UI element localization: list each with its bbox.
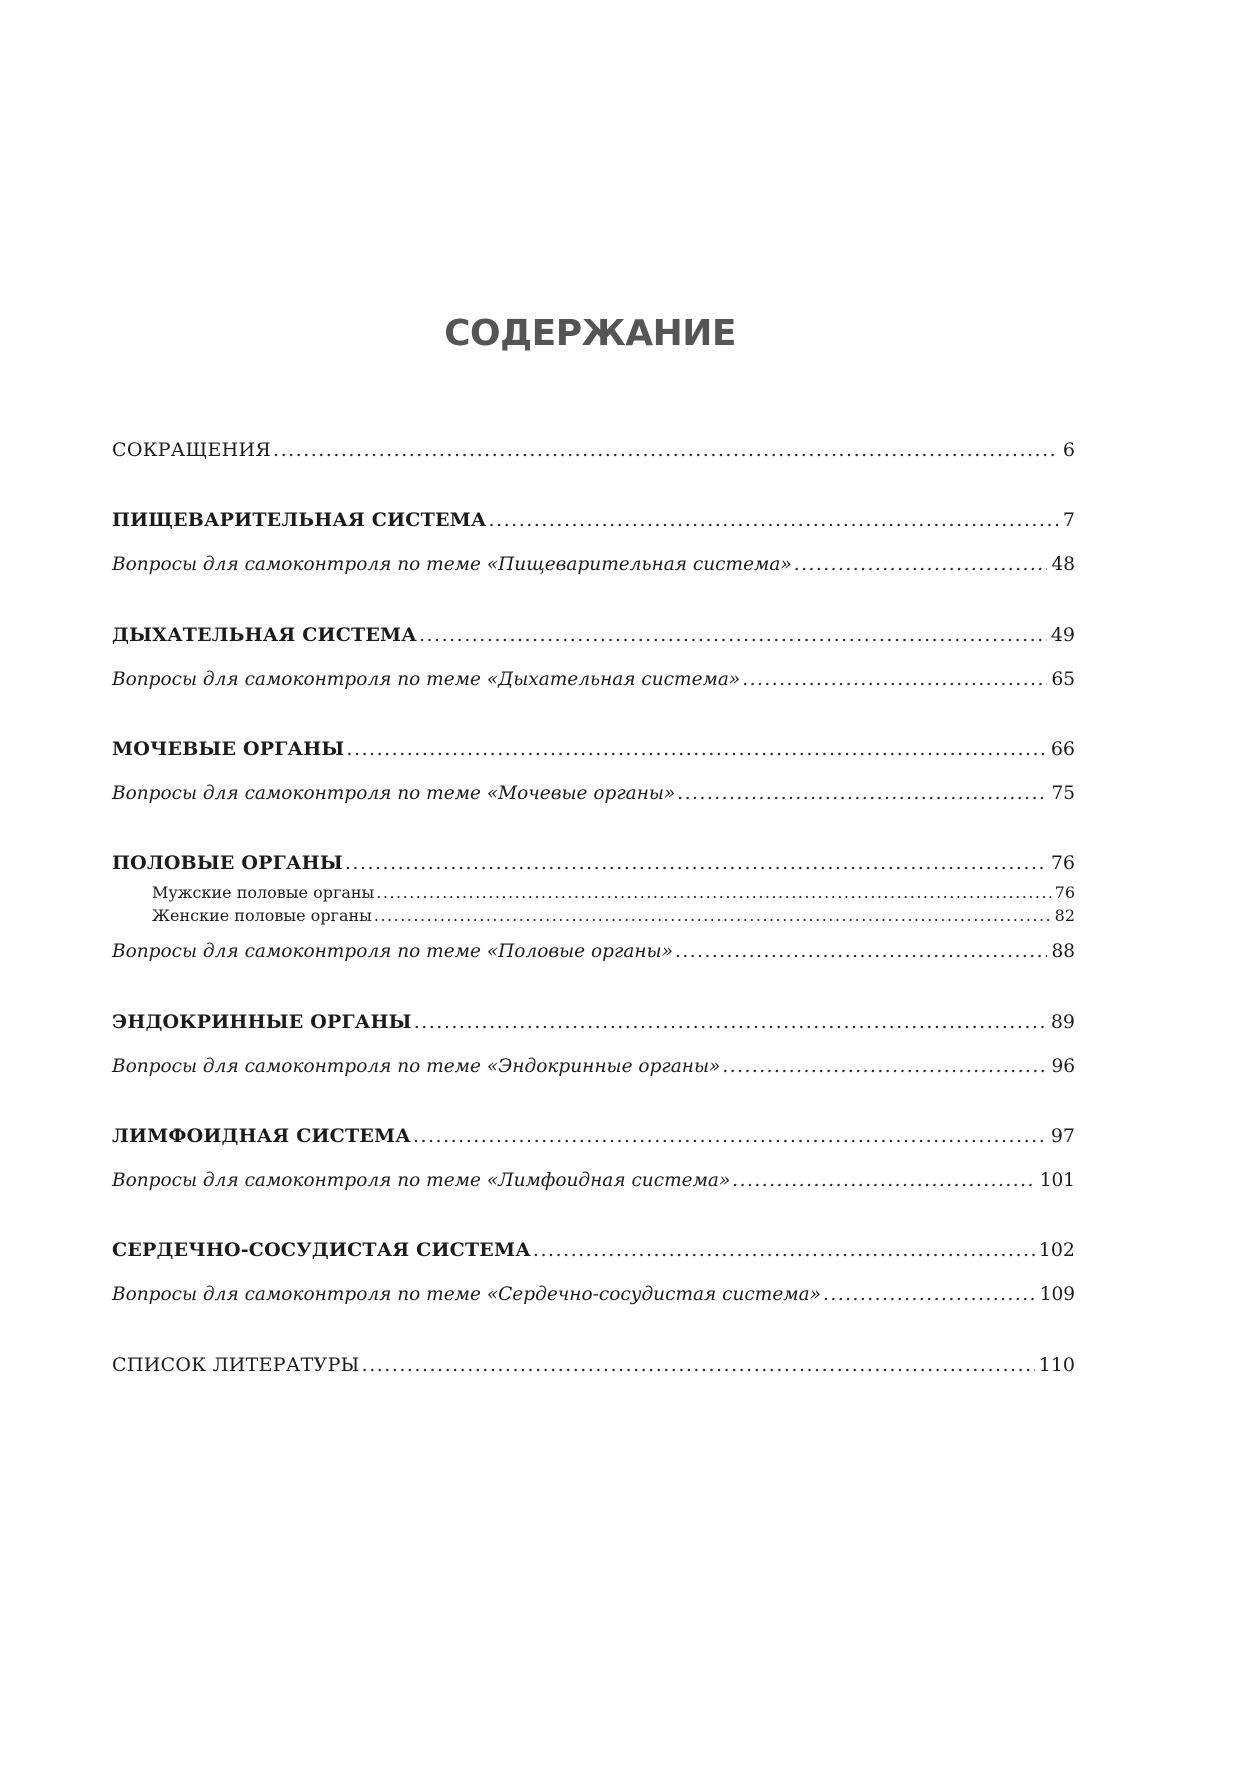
toc-entry-label: ПОЛОВЫЕ ОРГАНЫ bbox=[112, 852, 343, 874]
toc-dot-leader bbox=[345, 851, 1047, 875]
toc-entry-label: ПИЩЕВАРИТЕЛЬНАЯ СИСТЕМА bbox=[112, 509, 487, 531]
toc-dot-leader bbox=[722, 1055, 1047, 1079]
toc-page-number: 75 bbox=[1051, 783, 1075, 804]
toc-page-number: 102 bbox=[1038, 1239, 1075, 1261]
toc-page-number: 49 bbox=[1050, 624, 1075, 646]
toc-entry-urinary-questions[interactable] bbox=[112, 782, 1075, 806]
toc-dot-leader bbox=[374, 906, 1051, 926]
toc-dot-leader bbox=[794, 553, 1048, 577]
toc-dot-leader bbox=[742, 668, 1047, 692]
toc-entry-female-organs[interactable] bbox=[112, 906, 1075, 926]
toc-page-number: 76 bbox=[1054, 883, 1075, 902]
toc-entry-label: Вопросы для самоконтроля по теме «Дыхательная система» bbox=[112, 669, 741, 690]
toc-page-number: 66 bbox=[1050, 738, 1075, 760]
toc-dot-leader bbox=[273, 438, 1059, 462]
toc-entry-label: Вопросы для самоконтроля по теме «Пищеварительная система» bbox=[112, 554, 792, 575]
toc-dot-leader bbox=[346, 737, 1046, 761]
toc-page-number: 82 bbox=[1054, 906, 1075, 925]
toc-dot-leader bbox=[362, 1353, 1035, 1377]
toc-page-number: 88 bbox=[1051, 941, 1075, 962]
toc-entry-label: СЕРДЕЧНО-СОСУДИСТАЯ СИСТЕМА bbox=[112, 1239, 531, 1261]
toc-entry-digestive-questions[interactable] bbox=[112, 553, 1075, 577]
toc-page-number: 48 bbox=[1051, 554, 1075, 575]
toc-page-number: 7 bbox=[1062, 509, 1075, 531]
toc-entry-label: Вопросы для самоконтроля по теме «Половые органы» bbox=[112, 941, 673, 962]
toc-page-number: 109 bbox=[1039, 1284, 1075, 1305]
toc-entry-label: ДЫХАТЕЛЬНАЯ СИСТЕМА bbox=[112, 624, 417, 646]
toc-entry-respiratory-system[interactable] bbox=[112, 623, 1075, 647]
toc-entry-male-organs[interactable] bbox=[112, 883, 1075, 903]
toc-page-number: 96 bbox=[1051, 1056, 1075, 1077]
toc-page-number: 110 bbox=[1038, 1354, 1075, 1376]
toc-entry-cardiovascular-system[interactable] bbox=[112, 1238, 1075, 1262]
toc-entry-references[interactable] bbox=[112, 1353, 1075, 1377]
toc-entry-label: Мужские половые органы bbox=[152, 883, 375, 902]
toc-entry-label: Вопросы для самоконтроля по теме «Мочевые органы» bbox=[112, 783, 676, 804]
toc-entry-label: МОЧЕВЫЕ ОРГАНЫ bbox=[112, 738, 345, 760]
toc-entry-label: СОКРАЩЕНИЯ bbox=[112, 439, 272, 461]
toc-entry-digestive-system[interactable] bbox=[112, 508, 1075, 532]
toc-dot-leader bbox=[533, 1238, 1035, 1262]
toc-page-number: 89 bbox=[1050, 1011, 1075, 1033]
toc-dot-leader bbox=[823, 1283, 1036, 1307]
toc-dot-leader bbox=[677, 782, 1047, 806]
toc-entry-label: СПИСОК ЛИТЕРАТУРЫ bbox=[112, 1354, 360, 1376]
toc-entry-cardiovascular-questions[interactable] bbox=[112, 1283, 1075, 1307]
toc-entry-label: Женские половые органы bbox=[152, 906, 372, 925]
toc-dot-leader bbox=[414, 1010, 1047, 1034]
toc-entry-abbreviations[interactable] bbox=[112, 438, 1075, 462]
toc-page-number: 76 bbox=[1050, 852, 1075, 874]
toc-entry-reproductive-questions[interactable] bbox=[112, 940, 1075, 964]
toc-dot-leader bbox=[419, 623, 1047, 647]
toc-entry-lymphoid-questions[interactable] bbox=[112, 1169, 1075, 1193]
toc-entry-endocrine-organs[interactable] bbox=[112, 1010, 1075, 1034]
toc-entry-label: ЛИМФОИДНАЯ СИСТЕМА bbox=[112, 1125, 411, 1147]
toc-entry-reproductive-organs[interactable] bbox=[112, 851, 1075, 875]
toc-entry-label: Вопросы для самоконтроля по теме «Сердечно-сосудистая система» bbox=[112, 1284, 821, 1305]
toc-page-number: 65 bbox=[1051, 669, 1075, 690]
toc-page-number: 97 bbox=[1050, 1125, 1075, 1147]
toc-page-number: 6 bbox=[1062, 439, 1075, 461]
toc-entry-label: Вопросы для самоконтроля по теме «Лимфоидная система» bbox=[112, 1170, 731, 1191]
toc-dot-leader bbox=[376, 883, 1050, 903]
toc-entry-respiratory-questions[interactable] bbox=[112, 668, 1075, 692]
toc-dot-leader bbox=[413, 1124, 1047, 1148]
toc-entry-urinary-organs[interactable] bbox=[112, 737, 1075, 761]
toc-entry-lymphoid-system[interactable] bbox=[112, 1124, 1075, 1148]
toc-dot-leader bbox=[732, 1169, 1035, 1193]
toc-entry-label: ЭНДОКРИННЫЕ ОРГАНЫ bbox=[112, 1011, 412, 1033]
toc-dot-leader bbox=[489, 508, 1059, 532]
toc-entry-endocrine-questions[interactable] bbox=[112, 1055, 1075, 1079]
toc-dot-leader bbox=[675, 940, 1048, 964]
page-title: СОДЕРЖАНИЕ bbox=[444, 313, 736, 355]
toc-entry-label: Вопросы для самоконтроля по теме «Эндокринные органы» bbox=[112, 1056, 721, 1077]
toc-page-number: 101 bbox=[1039, 1170, 1075, 1191]
